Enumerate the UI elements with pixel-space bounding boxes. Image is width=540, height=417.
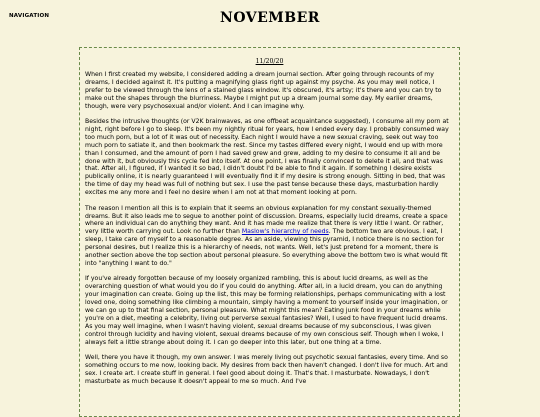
navigation-label[interactable]: NAVIGATION	[9, 13, 50, 19]
post-date: 11/20/20	[255, 58, 284, 65]
paragraph-5: Well, there you have it though, my own answer. I was merely living out psychotic sexual fantasies, every time. And so something occurs to me now, looking back. My desires from back then haven't changed. I don't live for much. Art and sex. I create art. I create stuff in general. I feel good about doing it. That's that. I masturbate. Nowadays, I don't masturbate as much because it doesn't appeal to me so much. And I've	[85, 354, 448, 385]
journal-entry-box	[79, 47, 460, 417]
paragraph-3	[85, 205, 454, 268]
maslow-hierarchy-link[interactable]: Maslow's hierarchy of needs	[241, 228, 329, 236]
paragraph-3-text-before: The reason I mention all this is to explain that it seems an obvious explanation for my constant sexually-themed dreams. But it also leads me to segue to another point of discussion. Dreams, especially lucid dreams, create a space where an individual can do anything they want. And it has made me realize that there is very little I want. Or rather, very little worth carrying out. Look no further than	[85, 204, 448, 236]
paragraph-4: If you've already forgotten because of my loosely organized rambling, this is about lucid dreams, as well as the overarching question of what would you do if you could do anything. After all, in a lucid dream, you can do anything your imagination can create. Going up the list, this may be forming relationships, perhaps communicating with a lost loved one, doing something like climbing a mountain, simply having a moment to yourself inside your imagination, or we can go up to that final section, personal pleasure. What might this mean? Eating junk food in your dreams while you're on a diet, meeting a celebrity, living out perverse sexual fantasies? Well, I used to have frequent lucid dreams. As you may well imagine, when I wasn't having violent, sexual dreams because of my subconscious, I was given control through lucidity and having violent, sexual dreams because of my own conscious self. Though when I woke, I always felt a little strange about doing it. I can go deeper into this later, but one thing at a time.	[85, 275, 448, 346]
page-title: NOVEMBER	[220, 10, 320, 26]
paragraph-3-text-after: . The bottom two are obvious. I eat, I sleep, I take care of myself to a reasonable degree. As an aside, viewing this pyramid, I notice there is no section for personal desires, but I realize this is a hierarchy of needs, not wants. Well, let's just pretend for a moment, there is another section above the top section about personal pleasure. So everything above the bottom two is what would fit into "anything I want to do."	[85, 228, 448, 267]
paragraph-2: Besides the intrusive thoughts (or V2K brainwaves, as one offbeat acquaintance suggested), I consume all my porn at night, right before I go to sleep. It's been my nightly ritual for years, how I ended every day. I probably consumed way too much porn, but a lot of it was out of necessity. Each night I would have a new sexual craving, seek out way too much porn to satiate it, and then bookmark the rest. Since my tastes differed every night, I would end up with more than I consumed, and the amount of porn I had saved grew and grew, adding to my desire to consume it all and be done with it, but obviously this cycle fed into itself. At one point, I was finally convinced to delete it all, and that was that. After all, I figured, if I wanted it so bad, I didn't doubt I'd be able to find it again. If something I desire exists publically online, it is nearly guaranteed I will eventually find it if my desire is strong enough. Sitting in bed, that was the time of day my head was full of nothing but sex. I use the past tense because these days, masturbation hardly excites me any more and I feel no desire when I am not at that moment looking at porn.	[85, 118, 449, 197]
paragraph-1: When I first created my website, I considered adding a dream journal section. After going through recounts of my dreams, I decided against it. It's putting a magnifying glass right up against my psyche. As you may well notice, I prefer to be viewed through the lens of a stained glass window. It's obscured, it's artsy; it's there and you can try to make out the shapes through the blurriness. Maybe I might put up a dream journal some day. My earlier dreams, though, were very psychosexual and/or violent. And I can imagine why.	[85, 71, 442, 110]
